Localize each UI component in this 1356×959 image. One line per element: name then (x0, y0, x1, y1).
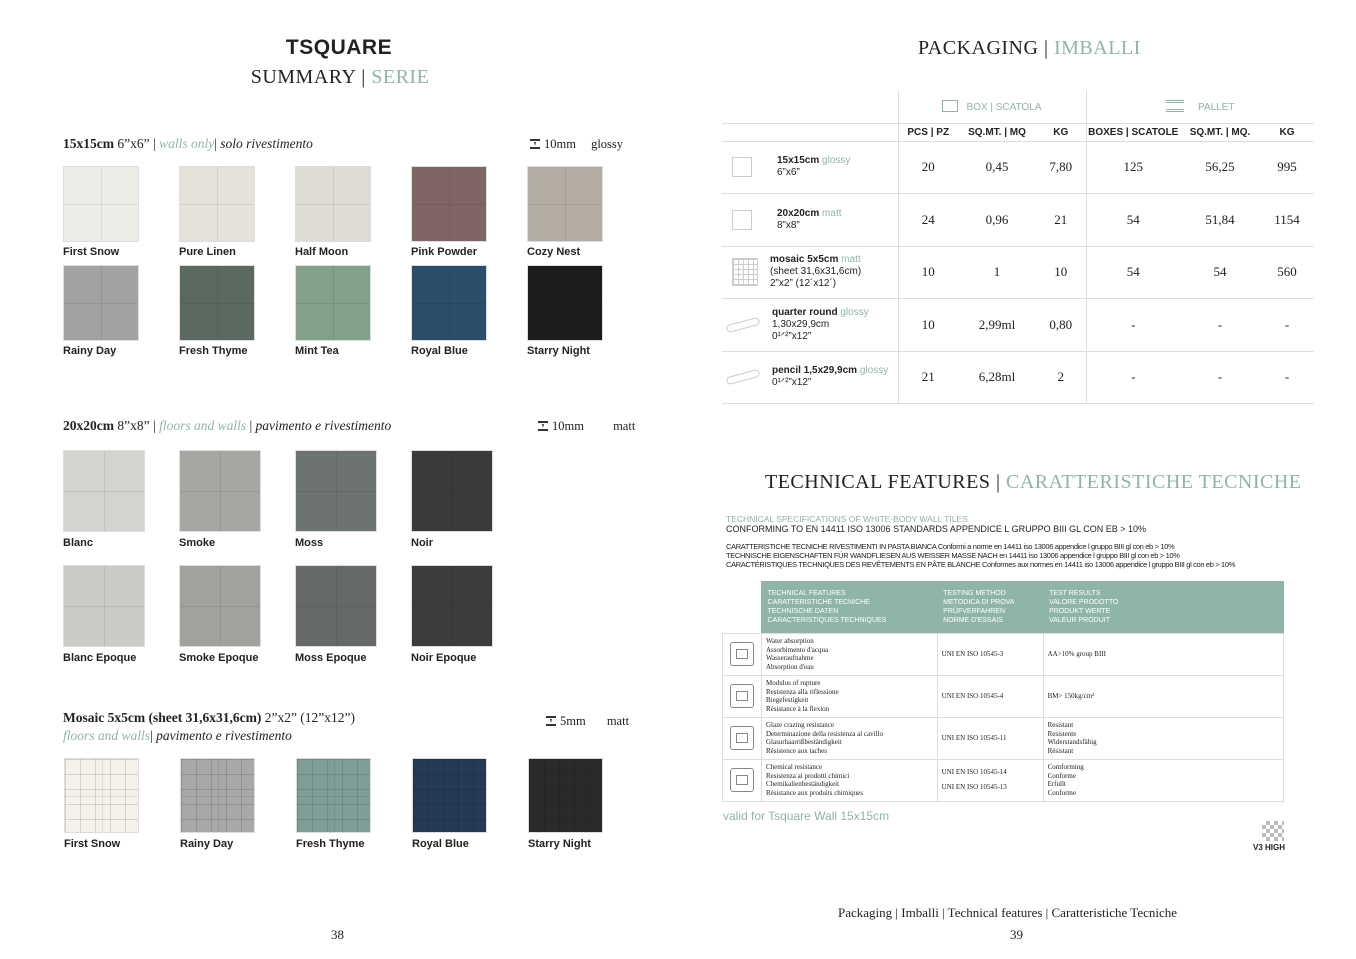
empty-head (722, 123, 898, 141)
section-inch: 2”x2” (12”x12”) (264, 710, 356, 725)
finish: glossy (591, 137, 624, 151)
col-header: BOXES | SCATOLE (1086, 123, 1180, 141)
section-20x20-spec (538, 419, 635, 434)
product-finish: glossy (859, 365, 889, 377)
packaging-value: 0,45 (958, 141, 1036, 194)
tile-label: Rainy Day (180, 838, 234, 850)
section-15x15-spec (530, 137, 623, 152)
tile-swatch (179, 265, 255, 341)
tech-result: AA>10% group BIII (1043, 633, 1283, 675)
tile-label: Royal Blue (412, 838, 469, 850)
spec-line: CONFORMING TO EN 14411 ISO 13006 STANDARDS APPENDICE L GRUPPO BIII GL CON EB > 10% (726, 524, 1147, 534)
tech-test-icon (730, 726, 754, 750)
tile-swatch (179, 166, 255, 242)
tech-row (723, 759, 1284, 801)
packaging-main: PACKAGING (918, 37, 1039, 59)
packaging-value: 51,84 (1180, 194, 1260, 247)
product-name: 15x15cm (777, 155, 820, 167)
tile-label: Noir Epoque (411, 652, 477, 664)
tech-test-icon (730, 684, 754, 708)
tech-header-features: TECHNICAL FEATURES CARATTERISTICHE TECNICHE TECHNISCHE DATEN CARACTERISTIQUES TECHNIQUES (761, 581, 937, 633)
packaging-value: - (1086, 299, 1180, 352)
group-pallet (1086, 91, 1314, 123)
tile-swatch (411, 450, 493, 532)
col-header: PCS | PZ (898, 123, 958, 141)
packaging-row (722, 299, 1314, 352)
packaging-value: 0,96 (958, 194, 1036, 247)
section-mosaic-heading (63, 710, 355, 726)
tech-main: TECHNICAL FEATURES (765, 471, 991, 493)
section-size: Mosaic 5x5cm (sheet 31,6x31,6cm) (63, 710, 262, 725)
tile-swatch (295, 265, 371, 341)
product-icon (732, 210, 752, 230)
product-cell (722, 194, 898, 247)
packaging-value: 54 (1086, 246, 1180, 299)
brand-title: TSQUARE (285, 36, 393, 59)
packaging-value: 20 (898, 141, 958, 194)
section-inch: 8”x8” (117, 418, 150, 433)
tech-method: UNI EN ISO 10545-14 UNI EN ISO 10545-13 (937, 759, 1043, 801)
tech-row (723, 717, 1284, 759)
thickness-icon (546, 716, 556, 726)
product-line2: 0¹ᐟ²”x12” (772, 377, 812, 389)
packaging-value: 10 (1036, 246, 1086, 299)
packaging-value: 1154 (1260, 194, 1314, 247)
group-box-label: BOX | SCATOLA (966, 102, 1042, 114)
summary-sep: | (355, 66, 372, 88)
tech-header-row (723, 581, 1284, 633)
tech-row (723, 633, 1284, 675)
tile-label: Pure Linen (179, 246, 236, 258)
section-size: 20x20cm (63, 418, 114, 433)
tile-label: Moss Epoque (295, 652, 367, 664)
section-15x15-heading: 15x15cm 6”x6” | walls only| solo rivestimento (63, 136, 313, 151)
packaging-value: 54 (1086, 194, 1180, 247)
thickness: 5mm (560, 714, 586, 728)
product-finish: matt (822, 207, 842, 219)
tech-row (723, 675, 1284, 717)
tech-result: BM> 150kg/cm² (1043, 675, 1283, 717)
product-finish: glossy (840, 306, 869, 318)
empty-head (723, 581, 762, 633)
packaging-row (722, 246, 1314, 299)
tile-swatch (295, 166, 371, 242)
packaging-value: 560 (1260, 246, 1314, 299)
summary-title (200, 66, 480, 89)
product-icon (726, 369, 761, 386)
packaging-value: 21 (1036, 194, 1086, 247)
product-cell (722, 246, 898, 299)
packaging-value: 54 (1180, 246, 1260, 299)
tile-swatch (528, 758, 603, 833)
page-number-left: 38 (331, 927, 344, 942)
col-header: SQ.MT. | MQ. (1180, 123, 1260, 141)
tile-label: Mint Tea (295, 345, 339, 357)
tile-label: Blanc (63, 537, 93, 549)
tech-test-icon (730, 768, 754, 792)
group-pallet-label: PALLET (1198, 102, 1235, 114)
tile-swatch (295, 565, 377, 647)
packaging-sep: | (1038, 37, 1054, 59)
thickness: 10mm (544, 137, 576, 151)
product-name: mosaic 5x5cm (770, 254, 839, 266)
box-icon (942, 100, 958, 112)
tech-result: Comforming Conforme Erfullt Conforme (1043, 759, 1283, 801)
tech-method: UNI EN ISO 10545-11 (937, 717, 1043, 759)
packaging-value: 125 (1086, 141, 1180, 194)
section-size: 15x15cm (63, 136, 114, 151)
packaging-value: 2 (1036, 351, 1086, 404)
tile-swatch (63, 450, 145, 532)
packaging-row (722, 194, 1314, 247)
product-line2: 8”x8” (777, 219, 800, 231)
tech-result: Resistant Resistente Widerstandsfähig Résistant (1043, 717, 1283, 759)
packaging-title (918, 37, 1141, 60)
product-line3: 0¹ᐟ²”x12” (772, 330, 812, 342)
tech-feature: Glaze crazing resistance Determinazione della resistenza al cavillo Glasurhaarrißbeständigkeit Résistence aux taches (761, 717, 937, 759)
tile-swatch (63, 166, 139, 242)
tile-swatch (411, 265, 487, 341)
tile-swatch (63, 565, 145, 647)
product-cell (722, 351, 898, 404)
tile-swatch (412, 758, 487, 833)
tile-label: Pink Powder (411, 246, 478, 258)
product-icon (726, 316, 761, 333)
packaging-row (722, 351, 1314, 404)
page-number-right: 39 (1010, 927, 1023, 942)
section-usage: floors and walls (63, 728, 151, 743)
tile-label: Cozy Nest (527, 246, 581, 258)
tech-icon-cell (723, 633, 762, 675)
packaging-value: 24 (898, 194, 958, 247)
packaging-value: 10 (898, 299, 958, 352)
tech-header-method: TESTING METHOD METODICA DI PROVA PRÜFVERFAHREN NORME D'ESSAIS (937, 581, 1043, 633)
product-icon (732, 258, 758, 286)
product-finish: matt (841, 254, 861, 266)
finish: matt (606, 714, 630, 728)
valid-note: valid for Tsquare Wall 15x15cm (723, 809, 890, 823)
thickness-icon (538, 421, 548, 431)
tile-swatch (179, 450, 261, 532)
spec-multilang (726, 542, 1235, 569)
tile-label: Fresh Thyme (179, 345, 248, 357)
packaging-row (722, 141, 1314, 194)
tile-swatch (179, 565, 261, 647)
tile-label: Royal Blue (411, 345, 468, 357)
tile-label: Half Moon (295, 246, 349, 258)
product-line2: 6”x6” (777, 167, 800, 179)
col-header: KG (1036, 123, 1086, 141)
product-line2: 1,30x29,9cm (772, 318, 830, 330)
col-header: SQ.MT. | MQ (958, 123, 1036, 141)
tile-swatch (295, 450, 377, 532)
tile-label: Starry Night (528, 838, 591, 850)
section-usage: walls only (159, 136, 215, 151)
packaging-value: - (1086, 351, 1180, 404)
tech-table (722, 581, 1284, 802)
tile-label: Blanc Epoque (63, 652, 137, 664)
section-inch: 6”x6” (117, 136, 150, 151)
empty-head (722, 91, 898, 123)
tech-feature: Modulus of rupture Resistenza alla riflessione Biegefestigkeit Résistance à la flexion (761, 675, 937, 717)
product-finish: glossy (822, 155, 851, 167)
thickness-icon (530, 139, 540, 149)
tile-label: Rainy Day (63, 345, 117, 357)
packaging-alt: IMBALLI (1053, 37, 1141, 59)
section-usage-it: pavimento e rivestimento (156, 728, 292, 743)
tile-swatch (411, 166, 487, 242)
section-20x20-heading: 20x20cm 8”x8” | floors and walls | pavimento e rivestimento (63, 418, 392, 433)
tile-swatch (527, 166, 603, 242)
packaging-value: 1 (958, 246, 1036, 299)
tech-test-icon (730, 642, 754, 666)
group-box (898, 91, 1086, 123)
packaging-value: 10 (898, 246, 958, 299)
product-name: 20x20cm (777, 207, 820, 219)
packaging-group-row (722, 91, 1314, 123)
packaging-value: - (1180, 351, 1260, 404)
tech-icon-cell (723, 759, 762, 801)
tech-method: UNI EN ISO 10545-3 (937, 633, 1043, 675)
tech-title (765, 471, 1302, 494)
packaging-value: 7,80 (1036, 141, 1086, 194)
product-cell (722, 141, 898, 194)
tile-swatch (527, 265, 603, 341)
tech-header-results: TEST RESULTS VALORE PRODOTTO PRODUKT WERTE VALEUR PRODUIT (1043, 581, 1283, 633)
thickness: 10mm (552, 419, 584, 433)
spec-multi-line: CARACTÉRISTIQUES TECHNIQUES DES REVÊTEMENTS EN PÂTE BLANCHE Conformes aux normes en 14411 iso 13006 appendice l gruppo BIII gl con eb > 10% (726, 560, 1236, 569)
summary-alt: SERIE (371, 66, 430, 88)
tile-swatch (64, 758, 139, 833)
section-usage: floors and walls (159, 418, 247, 433)
v3-variation-icon (1262, 821, 1284, 841)
summary-main: SUMMARY (250, 66, 356, 88)
section-mosaic-usage: floors and walls| pavimento e rivestimento (63, 728, 292, 743)
spec-multi-line: TECHNISCHE EIGENSCHAFTEN FÜR WANDFLIESEN AUS WEISSER MASSE NACH en 14411 iso 13006 appendice l gruppo BIII gl con eb > 10% (726, 551, 1180, 560)
packaging-value: 2,99ml (958, 299, 1036, 352)
spec-multi-line: CARATTERISTICHE TECNICHE RIVESTIMENTI IN PASTA BIANCA Conformi a norme en 14411 iso 13006 appendice l gruppo BIII gl con eb > 10% (726, 542, 1175, 551)
section-mosaic-spec (546, 714, 629, 729)
finish: matt (613, 419, 636, 433)
packaging-column-row (722, 123, 1314, 141)
tile-label: Smoke Epoque (179, 652, 259, 664)
product-cell (722, 299, 898, 352)
packaging-value: 56,25 (1180, 141, 1260, 194)
packaging-table (722, 91, 1314, 404)
packaging-value: 995 (1260, 141, 1314, 194)
tile-swatch (296, 758, 371, 833)
packaging-value: 21 (898, 351, 958, 404)
tile-label: First Snow (63, 246, 120, 258)
tile-label: Smoke (179, 537, 216, 549)
pallet-icon (1166, 100, 1184, 112)
packaging-value: - (1260, 299, 1314, 352)
tile-label: First Snow (64, 838, 121, 850)
tech-icon-cell (723, 717, 762, 759)
packaging-value: 0,80 (1036, 299, 1086, 352)
product-line3: 2”x2” (12´x12´) (770, 278, 837, 290)
tech-feature: Water absorption Assorbimento d'acqua Wasseraufnahme Absorption d'eau (761, 633, 937, 675)
tile-label: Noir (411, 537, 433, 549)
tech-icon-cell (723, 675, 762, 717)
section-usage-it: pavimento e rivestimento (255, 418, 392, 433)
product-line2: (sheet 31,6x31,6cm) (770, 266, 862, 278)
tile-label: Moss (295, 537, 324, 549)
tech-method: UNI EN ISO 10545-4 (937, 675, 1043, 717)
product-icon (732, 157, 752, 177)
product-name: quarter round (772, 306, 838, 318)
packaging-value: 6,28ml (958, 351, 1036, 404)
tech-alt: CARATTERISTICHE TECNICHE (1006, 471, 1302, 493)
tile-label: Fresh Thyme (296, 838, 365, 850)
product-name: pencil 1,5x29,9cm (772, 365, 858, 377)
v3-badge: V3 HIGH (1253, 843, 1286, 852)
section-usage-it: solo rivestimento (220, 136, 313, 151)
spec-heading: TECHNICAL SPECIFICATIONS OF WHITE-BODY WALL TILES (726, 514, 968, 524)
footer-line: Packaging | Imballi | Technical features | Caratteristiche Tecniche (838, 905, 1178, 920)
packaging-value: - (1180, 299, 1260, 352)
col-header: KG (1260, 123, 1314, 141)
tech-feature: Chemical resistance Resistenza ai prodotti chimici Chemikalienbeständigkeit Résistance aux produits chimiques (761, 759, 937, 801)
tile-label: Starry Night (527, 345, 590, 357)
packaging-value: - (1260, 351, 1314, 404)
tech-sep: | (990, 471, 1006, 493)
tile-swatch (180, 758, 255, 833)
tile-swatch (63, 265, 139, 341)
tile-swatch (411, 565, 493, 647)
